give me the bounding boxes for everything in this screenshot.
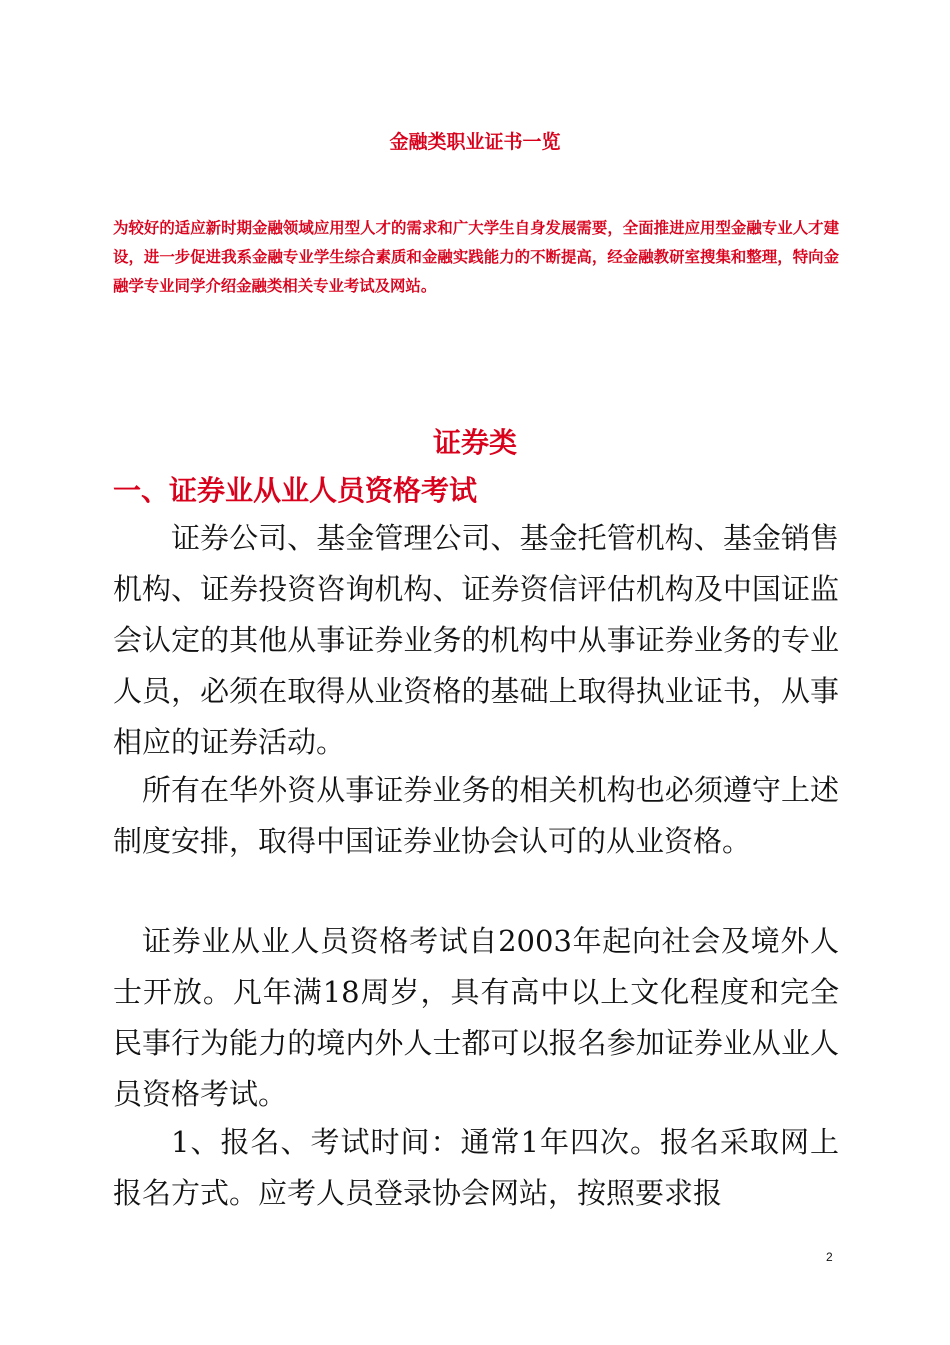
paragraph-text: 1、报名、考试时间：通常1年四次。报名采取网上报名方式。应考人员登录协会网站，按照要求报	[113, 1125, 839, 1210]
document-title: 金融类职业证书一览	[389, 131, 561, 153]
body-paragraph-4	[113, 1117, 839, 1219]
section-heading: 一、证券业从业人员资格考试	[113, 474, 478, 507]
paragraph-text: 证券业从业人员资格考试自2003年起向社会及境外人士开放。凡年满18周岁，具有高中以上文化程度和完全民事行为能力的境内外人士都可以报名参加证券业从业人员资格考试。	[113, 924, 839, 1111]
body-paragraph-1	[113, 513, 839, 768]
paragraph-text: 证券公司、基金管理公司、基金托管机构、基金销售机构、证券投资咨询机构、证券资信评估机构及中国证监会认定的其他从事证券业务的机构中从事证券业务的专业人员，必须在取得从业资格的基础上取得执业证书，从事相应的证券活动。	[113, 521, 839, 759]
paragraph-text: 所有在华外资从事证券业务的相关机构也必须遵守上述制度安排，取得中国证券业协会认可的从业资格。	[113, 773, 839, 858]
page-number: 2	[826, 1250, 833, 1264]
body-paragraph-3	[113, 916, 839, 1120]
intro-text: 为较好的适应新时期金融领域应用型人才的需求和广大学生自身发展需要，全面推进应用型金融专业人才建设，进一步促进我系金融专业学生综合素质和金融实践能力的不断提高，经金融教研室搜集和整理，特向金融学专业同学介绍金融类相关专业考试及网站。	[113, 219, 839, 295]
intro-paragraph	[113, 214, 839, 301]
body-paragraph-2	[113, 765, 839, 867]
section-title: 证券类	[432, 426, 517, 459]
